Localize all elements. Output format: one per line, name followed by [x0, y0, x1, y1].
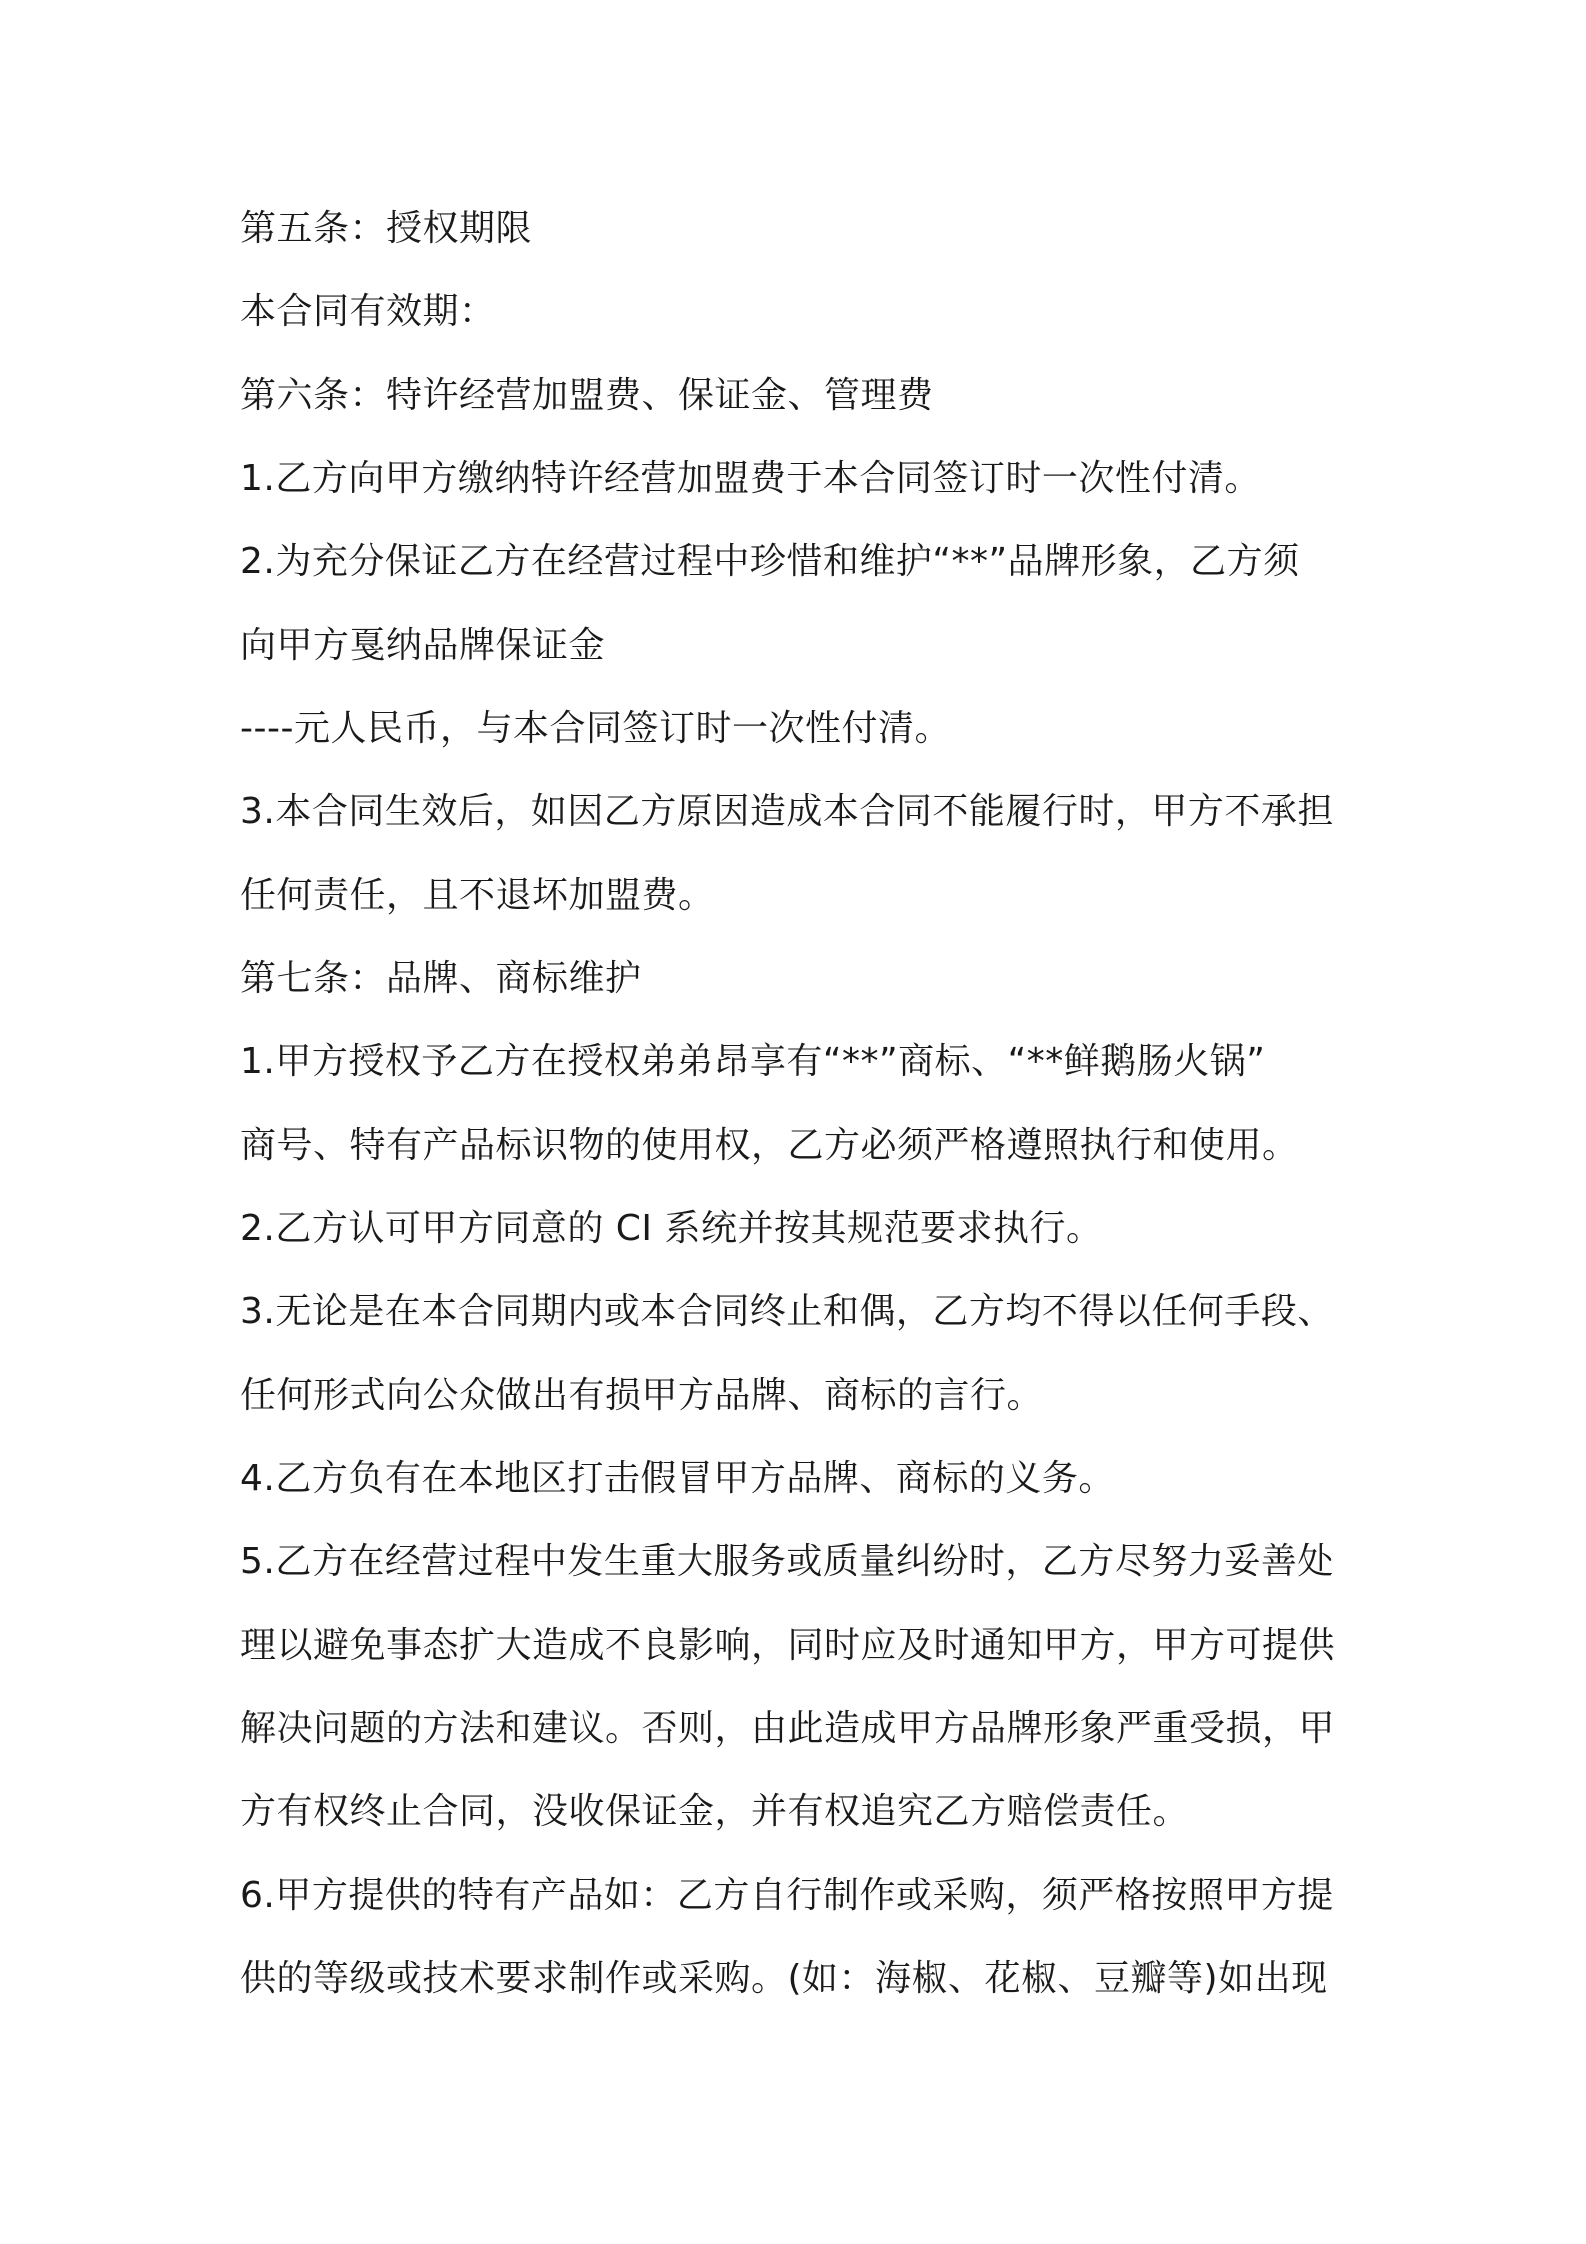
text-line: 供的等级或技术要求制作或采购。(如：海椒、花椒、豆瓣等)如出现: [240, 1958, 1328, 1999]
text-line: 5.乙方在经营过程中发生重大服务或质量纠纷时，乙方尽努力妥善处: [240, 1541, 1334, 1582]
text-line: 1.甲方授权予乙方在授权弟弟昂享有“**”商标、“**鲜鹅肠火锅”: [240, 1041, 1266, 1082]
text-line: 1.乙方向甲方缴纳特许经营加盟费于本合同签订时一次性付清。: [240, 458, 1261, 499]
text-line: 任何责任，且不退坏加盟费。: [240, 875, 715, 916]
text-line: 6.甲方提供的特有产品如：乙方自行制作或采购，须严格按照甲方提: [240, 1875, 1334, 1916]
text-line: 2.为充分保证乙方在经营过程中珍惜和维护“**”品牌形象，乙方须: [240, 541, 1300, 582]
text-line: 4.乙方负有在本地区打击假冒甲方品牌、商标的义务。: [240, 1458, 1115, 1499]
heading-article-5: 第五条：授权期限: [240, 208, 533, 249]
text-line: 理以避免事态扩大造成不良影响，同时应及时通知甲方，甲方可提供: [240, 1625, 1336, 1666]
heading-article-7: 第七条：品牌、商标维护: [240, 958, 642, 999]
text-line: 3.本合同生效后，如因乙方原因造成本合同不能履行时，甲方不承担: [240, 791, 1334, 832]
text-line: 向甲方戛纳品牌保证金: [240, 625, 606, 666]
text-line: 方有权终止合同，没收保证金，并有权追究乙方赔偿责任。: [240, 1791, 1190, 1832]
heading-article-6: 第六条：特许经营加盟费、保证金、管理费: [240, 375, 934, 416]
text-line: 商号、特有产品标识物的使用权，乙方必须严格遵照执行和使用。: [240, 1125, 1299, 1166]
text-line: 任何形式向公众做出有损甲方品牌、商标的言行。: [240, 1375, 1044, 1416]
text-line: 3.无论是在本合同期内或本合同终止和偶，乙方均不得以任何手段、: [240, 1291, 1334, 1332]
text-line: ----元人民币，与本合同签订时一次性付清。: [240, 708, 951, 749]
text-line: 本合同有效期：: [240, 291, 496, 332]
text-line: 解决问题的方法和建议。否则，由此造成甲方品牌形象严重受损，甲: [240, 1708, 1336, 1749]
text-line: 2.乙方认可甲方同意的 CI 系统并按其规范要求执行。: [240, 1208, 1103, 1249]
